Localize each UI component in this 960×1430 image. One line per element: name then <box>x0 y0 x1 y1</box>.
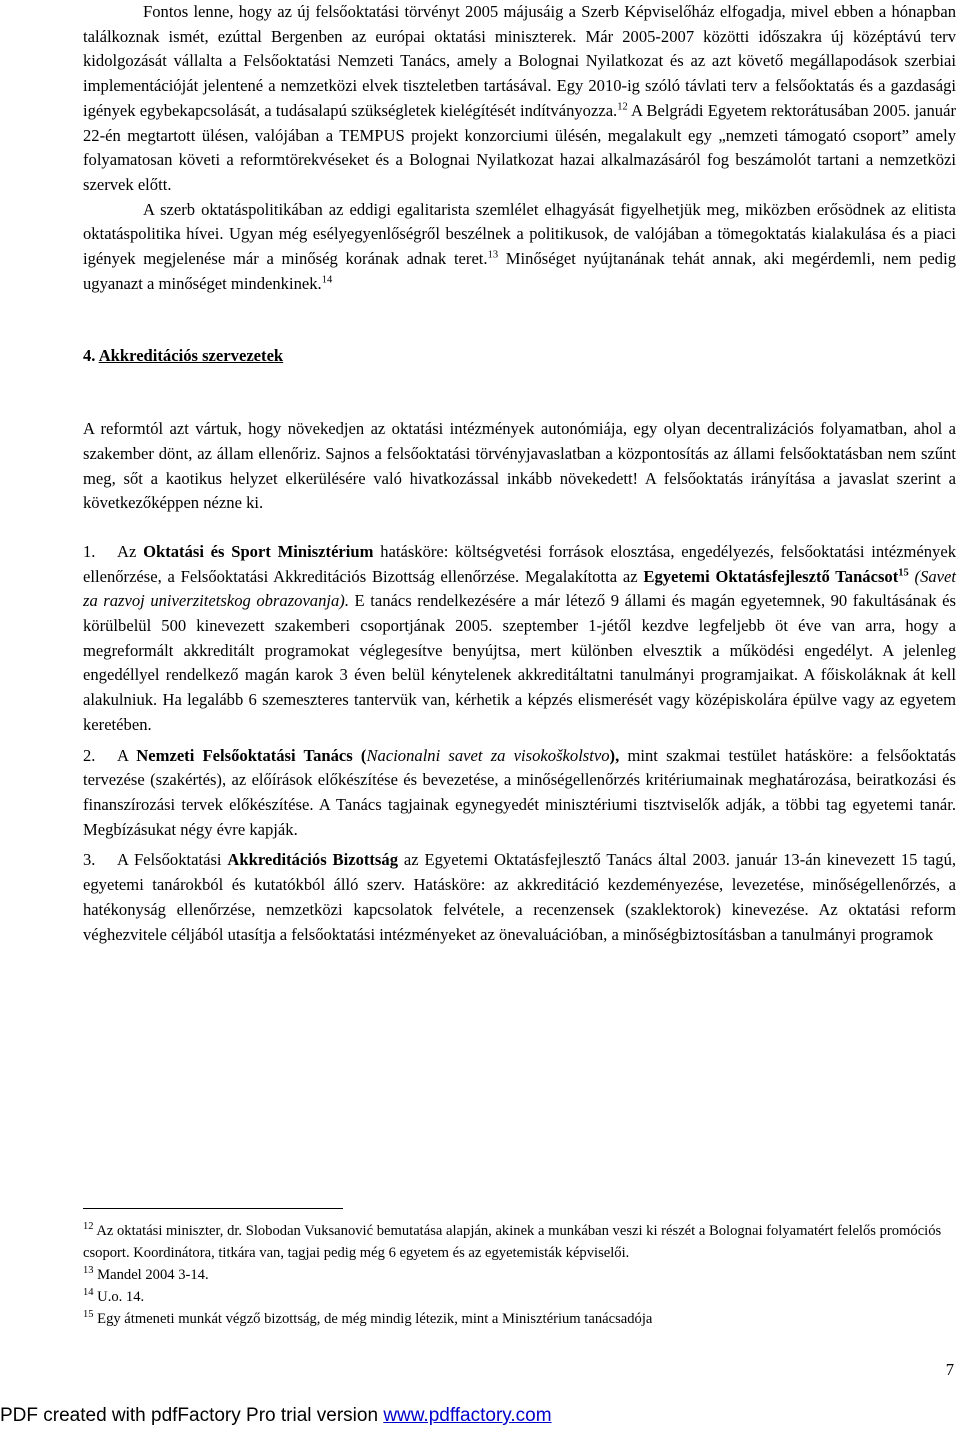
footnote: $^{15}$ Egy átmeneti munkát végző bizottság, de még mindig létezik, mint a Minisztérium tanácsadója <box>83 1309 653 1327</box>
footnote-ref[interactable]: 14 <box>321 274 333 286</box>
document-body <box>83 0 956 947</box>
paragraph: Fontos lenne, hogy az új felsőoktatási törvényt 2005 májusáig a Szerb Képviselőház elfogadja, mivel ebben a hónapban találkoznak ismét, ezúttal Bergenben az európai oktatási miniszterek. Már 2005-2007 közötti időszakra új középtávú terv kidolgozását vállalta a Felsőoktatási Nemzeti Tanács, amely a Bolognai Nyilatkozat és az azt követő megállapodások szerbiai implementációját jelentené a nemzetközi elvek tiszteletben tartásával. Egy 2010-ig szóló távlati terv a felsőoktatás és a gazdasági igények egybekapcsolását, a tudásalapú szükségletek kielégítését indítványozza.$^{12}$ A Belgrádi Egyetem rektorátusában 2005. január 22-én megtartott ülésen, valójában a TEMPUS projekt konzorciumi ülésén, megalakult egy „nemzeti támogató csoport” amely folyamatosan követi a reformtörekvéseket és a Bolognai Nyilatkozat hazai alkalmazásáról fog beszámolót tartani a nemzetközi szervek előtt. <box>83 2 956 194</box>
pdffactory-link[interactable]: www.pdffactory.com <box>383 1405 552 1426</box>
footnote: $^{14}$ U.o. 14. <box>83 1287 145 1305</box>
section-heading: 4. Akkreditációs szervezetek <box>83 346 284 366</box>
page-number: 7 <box>945 1360 954 1379</box>
footnotes <box>83 1220 956 1330</box>
footnote-ref[interactable]: 15 <box>898 567 909 579</box>
paragraph: A szerb oktatáspolitikában az eddigi egalitarista szemlélet elhagyását figyelhetjük meg, miközben erősödnek az elitista oktatáspolitika hívei. Ugyan még esélyegyenlőségről beszélnek a politikusok, de valójában a tömegoktatás kialakulása és a piaci igények megjelenése már a minőség korának adnak teret.$^{13}$ Minőséget nyújtanának tehát annak, aki megérdemli, nem pedig ugyanazt a minőséget mindenkinek.$^{14}$ <box>83 199 957 293</box>
pdf-watermark-banner: PDF created with pdfFactory Pro trial version www.pdffactory.com <box>0 1405 552 1426</box>
footnote-ref[interactable]: 12 <box>617 101 628 113</box>
list-item: 1. Az Oktatási és Sport Minisztérium hatásköre: költségvetési források elosztása, engedélyezés, felsőoktatási intézmények ellenőrzése, a Felsőoktatási Akkreditációs Bizottság ellenőrzése. Megalakította az Egyetemi Oktatásfejlesztő Tanácsot$^{15}$ (Savet za razvoj univerzitetskog obrazovanja). E tanács rendelkezésére a már létező 9 állami és magán egyetemnek, 90 fakultásának és körülbelül 500 kinevezett szakemberi csoportjának 2005. szeptember 1-jétől kezdve legfeljebb öt éve van arra, hogy a megreformált akkreditált programokat véglegesítve benyújtsa, mert különben elvesztik a működési engedélyt. A jelenleg engedéllyel rendelkező magán karok 3 éven belül kénytelenek akkreditáltatni tanulmányi programjaikat. A főiskoláknak át kell alakulniuk. Ha legalább 6 szemeszteres tantervük van, kérhetik a képzés elismerését vagy középiskolára épülve vagy az egyetem keretében. <box>83 541 957 734</box>
list-item: 3. A Felsőoktatási Akkreditációs Bizottság az Egyetemi Oktatásfejlesztő Tanács által 2003. január 13-án kinevezett 15 tagú, egyetemi tanárokból és kutatókból álló szerv. Hatásköre: az akkreditáció kezdeményezése, levezetése, minőségellenőrzés, a hatékonyság ellenőrzése, nemzetközi kapcsolatok felvétele, a recenzensek (szaklektorok) kinevezése. Az oktatási reform véghezvitele céljából utasítja a felsőoktatási intézményeket az önevaluációban, a minőségbiztosításban a tanulmányi programok <box>83 850 957 944</box>
footnote: $^{12}$ Az oktatási miniszter, dr. Slobodan Vuksanović bemutatása alapján, akinek a munkában veszi ki részét a Bolognai folyamatért felelős promóciós csoport. Koordinátora, titkára van, tagjai pedig még 6 egyetem és az egyetemisták képviselői. <box>83 1221 942 1261</box>
footnote-separator <box>83 1208 343 1209</box>
footnote-ref[interactable]: 13 <box>487 249 499 261</box>
paragraph: A reformtól azt vártuk, hogy növekedjen az oktatási intézmények autonómiája, egy olyan decentralizációs folyamatban, ahol a szakember dönt, az állam ellenőriz. Sajnos a felsőoktatási törvényjavaslatban a központosítás az állami felsőoktatásban nem szűnt meg, sőt a kaotikus helyzet elkerülésére való hivatkozással inkább növekedett! A felsőoktatás irányítása a javaslat szerint a következőképpen nézne ki. <box>83 419 956 513</box>
list-item: 2. A Nemzeti Felsőoktatási Tanács (Nacionalni savet za visokoškolstvo), mint szakmai testület hatásköre: a felsőoktatás tervezése (szakértés), az előírások előkészítése és bevezetése, a minőségellenőrzés kritériumainak meghatározása, beiratkozási és finanszírozási tervek előkészítése. A Tanács tagjainak egynegyedét minisztériumi tisztviselők adják, a többi tag egyetemi tanár. Megbízásukat négy évre kapják. <box>83 745 957 839</box>
footnote: $^{13}$ Mandel 2004 3-14. <box>83 1265 209 1283</box>
